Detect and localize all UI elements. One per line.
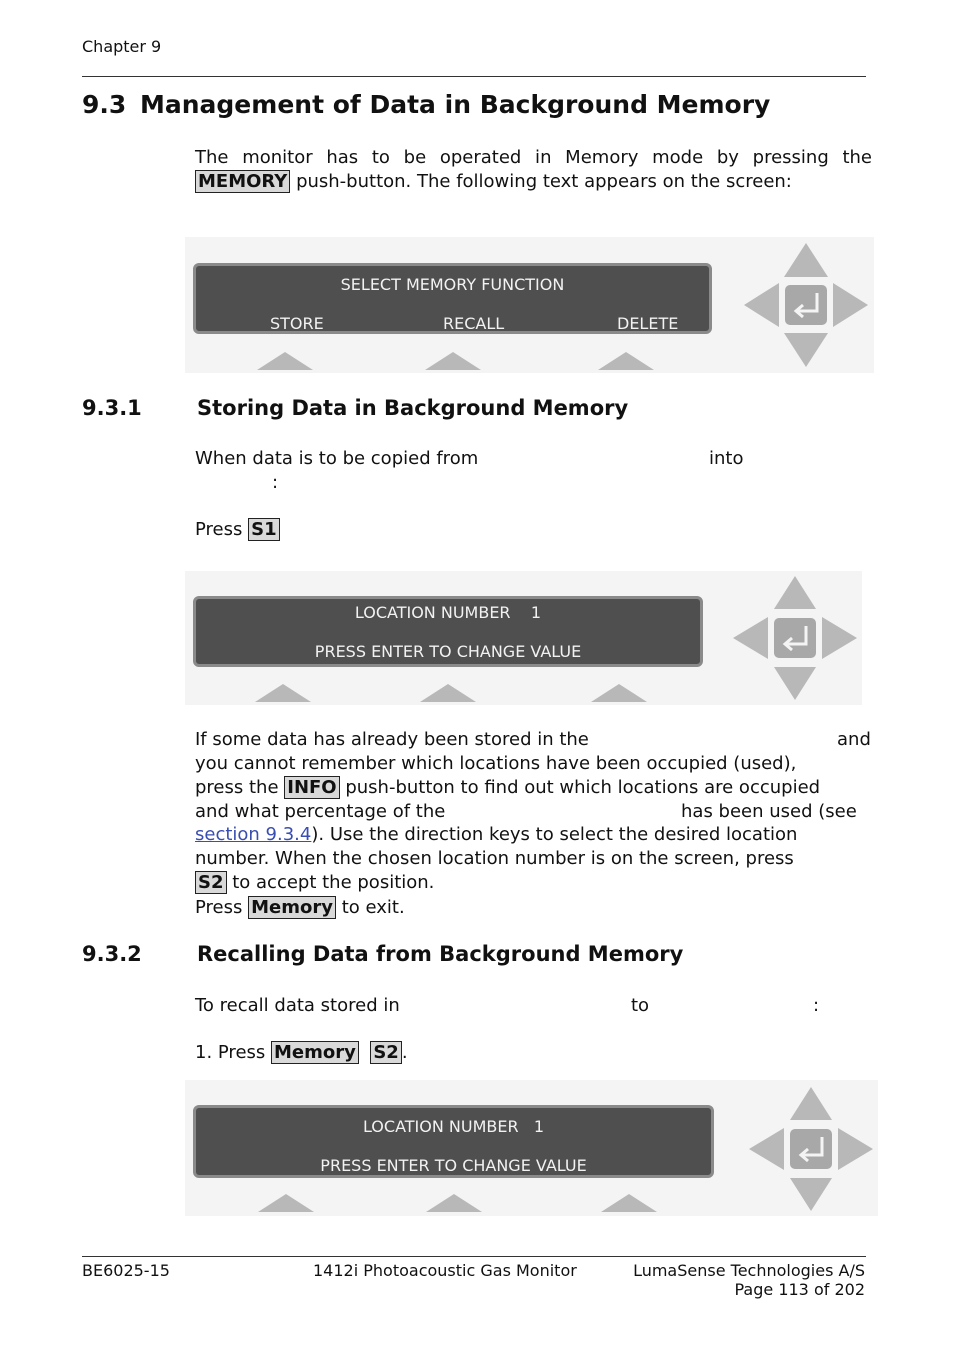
right-arrow-icon[interactable] — [838, 1128, 873, 1170]
step-1 — [195, 1041, 408, 1065]
para2-line3 — [195, 776, 820, 800]
footer-company: LumaSense Technologies A/S — [633, 1261, 865, 1280]
info-key: INFO — [284, 776, 339, 799]
step-1-pre: 1. Press — [195, 1042, 271, 1063]
memory-key: MEMORY — [195, 170, 290, 193]
para2-line7 — [195, 871, 434, 895]
para2-line3-pre: press the — [195, 777, 285, 798]
lcd-line-1: LOCATION NUMBER 1 — [362, 1117, 545, 1136]
section-number: 9.3 — [82, 90, 127, 119]
para2-line5 — [195, 823, 797, 847]
para2-line1-b: and — [837, 729, 871, 750]
enter-key-icon[interactable] — [774, 618, 816, 658]
sub1-text-a: When data is to be copied from — [195, 448, 479, 469]
s1-key: S1 — [248, 518, 280, 541]
para2-line6: number. When the chosen location number is on the screen, press — [195, 848, 794, 869]
sub1-text-b: into — [709, 448, 744, 469]
para2-line8-pre: Press — [195, 897, 249, 918]
lcd-line-1: LOCATION NUMBER 1 — [354, 603, 542, 622]
enter-key-icon[interactable] — [790, 1129, 832, 1169]
softkey-store-label: STORE — [270, 314, 324, 333]
up-arrow-icon[interactable] — [790, 1087, 832, 1120]
section-heading — [82, 90, 770, 119]
para2-line4-a: and what percentage of the — [195, 801, 446, 822]
left-arrow-icon[interactable] — [744, 283, 779, 327]
softkey-delete-label: DELETE — [617, 314, 679, 333]
step-1-post: . — [401, 1042, 408, 1063]
para2-line8 — [195, 896, 405, 920]
intro-text-post: push-button. The following text appears on the screen: — [290, 171, 792, 192]
down-arrow-icon[interactable] — [784, 333, 828, 367]
subsection-number: 9.3.2 — [82, 942, 142, 966]
intro-text-pre: The monitor has to be operated in Memory mode by pressing the — [195, 147, 872, 168]
lcd-screen-3 — [193, 1105, 714, 1178]
softkey-2-arrow-icon[interactable] — [425, 352, 481, 370]
softkey-recall-label: RECALL — [443, 314, 505, 333]
lcd-line-1: SELECT MEMORY FUNCTION — [340, 275, 565, 294]
footer-page-number: Page 113 of 202 — [734, 1280, 865, 1299]
press-s1-line — [195, 518, 280, 542]
lcd-line-2: PRESS ENTER TO CHANGE VALUE — [320, 1156, 587, 1175]
lcd-screen-2 — [193, 596, 703, 667]
section-title: Management of Data in Background Memory — [140, 90, 771, 119]
para2-line3-post: push-button to find out which locations are occupied — [339, 777, 821, 798]
down-arrow-icon[interactable] — [790, 1178, 832, 1211]
softkey-3-arrow-icon[interactable] — [601, 1194, 657, 1212]
softkey-3-arrow-icon[interactable] — [598, 352, 654, 370]
s2-key: S2 — [370, 1041, 402, 1064]
intro-paragraph — [195, 146, 872, 194]
press-label: Press — [195, 519, 249, 540]
sub2-text-c: : — [813, 995, 820, 1016]
softkey-2-arrow-icon[interactable] — [426, 1194, 482, 1212]
softkey-1-arrow-icon[interactable] — [258, 1194, 314, 1212]
display-panel-2 — [185, 571, 862, 705]
subsection-heading-9-3-2 — [82, 942, 683, 966]
s2-key: S2 — [195, 871, 227, 894]
lcd-line-2: PRESS ENTER TO CHANGE VALUE — [314, 642, 582, 661]
left-arrow-icon[interactable] — [733, 617, 768, 659]
down-arrow-icon[interactable] — [774, 667, 816, 700]
para2-line7-post: to accept the position. — [226, 872, 435, 893]
direction-pad-1 — [741, 239, 871, 371]
footer-product: 1412i Photoacoustic Gas Monitor — [313, 1261, 577, 1280]
memory-key: Memory — [248, 896, 336, 919]
subsection-number: 9.3.1 — [82, 396, 142, 420]
display-panel-1 — [185, 237, 874, 373]
subsection-title: Storing Data in Background Memory — [197, 396, 629, 420]
para2-line1-a: If some data has already been stored in the — [195, 729, 589, 750]
right-arrow-icon[interactable] — [833, 283, 868, 327]
up-arrow-icon[interactable] — [774, 576, 816, 609]
softkey-3-arrow-icon[interactable] — [591, 684, 647, 702]
lcd-screen-1 — [193, 263, 712, 334]
display-panel-3 — [185, 1080, 878, 1216]
enter-key-icon[interactable] — [785, 285, 827, 325]
sub2-text-a: To recall data stored in — [195, 995, 400, 1016]
left-arrow-icon[interactable] — [749, 1128, 784, 1170]
para2-line8-post: to exit. — [335, 897, 405, 918]
memory-key: Memory — [271, 1041, 359, 1064]
header-rule — [82, 76, 866, 77]
chapter-label: Chapter 9 — [82, 37, 162, 56]
footer-rule — [82, 1256, 866, 1257]
para2-line2: you cannot remember which locations have been occupied (used), — [195, 753, 797, 774]
softkey-1-arrow-icon[interactable] — [257, 352, 313, 370]
para2-line5-post: ). Use the direction keys to select the desired location — [311, 824, 798, 845]
sub1-text-c: : — [272, 472, 279, 493]
section-9-3-4-link[interactable]: section 9.3.4 — [195, 824, 312, 845]
para2-line4-b: has been used (see — [681, 801, 857, 822]
softkey-1-arrow-icon[interactable] — [255, 684, 311, 702]
subsection-heading-9-3-1 — [82, 396, 628, 420]
sub2-text-b: to — [631, 995, 650, 1016]
footer-doc-id: BE6025-15 — [82, 1261, 170, 1280]
right-arrow-icon[interactable] — [822, 617, 857, 659]
subsection-title: Recalling Data from Background Memory — [197, 942, 684, 966]
direction-pad-2 — [730, 573, 860, 703]
softkey-2-arrow-icon[interactable] — [420, 684, 476, 702]
direction-pad-3 — [746, 1084, 876, 1214]
up-arrow-icon[interactable] — [784, 243, 828, 277]
